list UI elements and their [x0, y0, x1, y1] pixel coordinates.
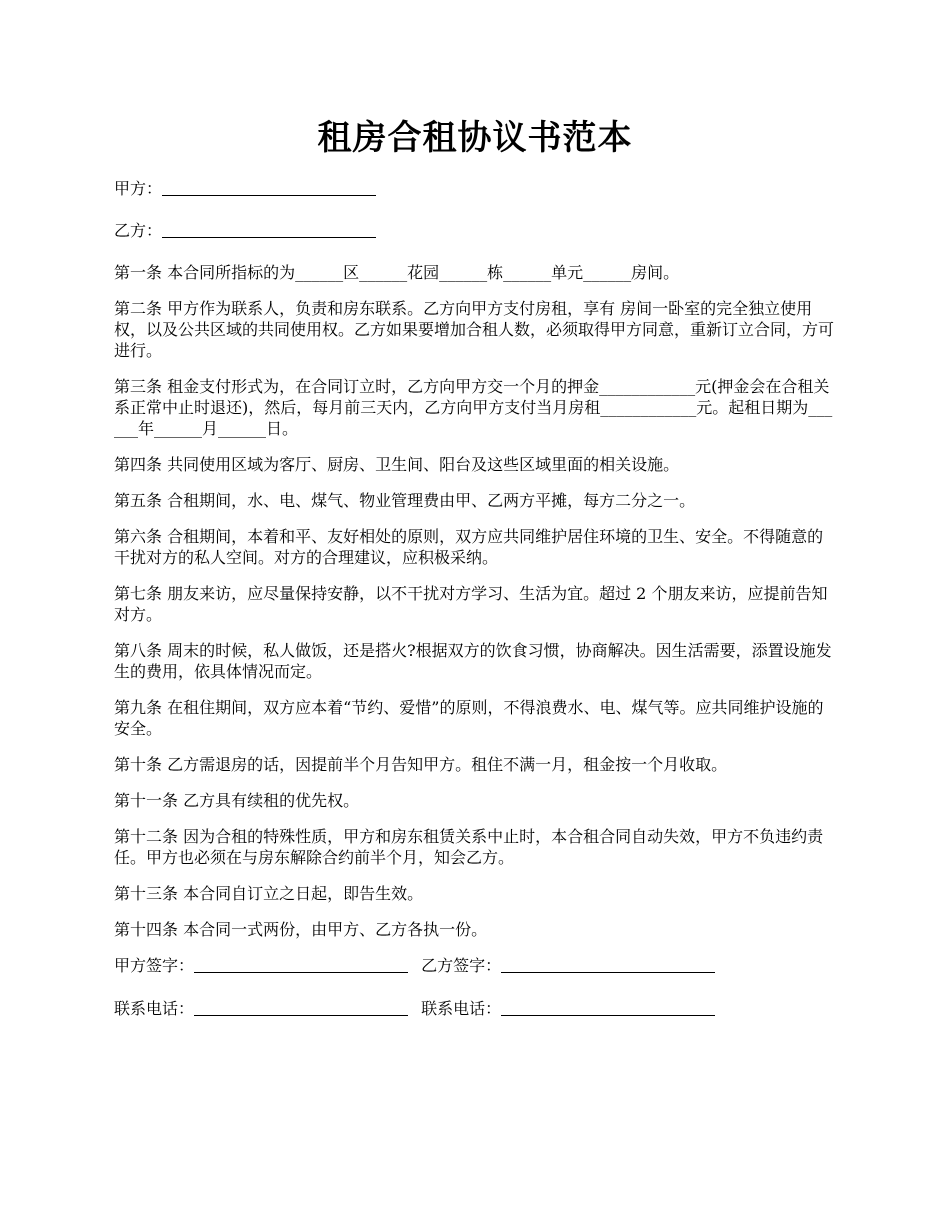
party-b-label: 乙方：: [114, 221, 163, 240]
signature-row: [114, 955, 838, 976]
article-10: 第十条 乙方需退房的话，因提前半个月告知甲方。租住不满一月，租金按一个月收取。: [114, 755, 728, 774]
article-7: 第七条 朋友来访，应尽量保持安静，以不干扰对方学习、生活为宜。超过 2 个朋友来访，应提前告知对方。: [114, 584, 828, 624]
party-b-signature: [421, 955, 715, 976]
party-b-line: [114, 220, 838, 241]
article-5: 第五条 合租期间，水、电、煤气、物业管理费由甲、乙两方平摊，每方二分之一。: [114, 491, 696, 510]
party-b-sign-blank: [501, 956, 715, 973]
party-a-label: 甲方：: [114, 179, 163, 198]
article-2: 第二条 甲方作为联系人，负责和房东联系。乙方向甲方支付房租，享有 房间一卧室的完全独立使用权，以及公共区域的共同使用权。乙方如果要增加合租人数，必须取得甲方同意，重新订立合同，方可进行。: [114, 299, 835, 360]
article-8: 第八条 周末的时候，私人做饭，还是搭火?根据双方的饮食习惯，协商解决。因生活需要，添置设施发生的费用，依具体情况而定。: [114, 641, 832, 681]
article-1: 第一条 本合同所指标的为______区______花园______栋______单元______房间。: [114, 263, 680, 282]
party-a-phone-label: 联系电话：: [114, 999, 195, 1018]
party-a-sign-label: 甲方签字：: [114, 956, 195, 975]
party-a-blank: [162, 179, 376, 196]
article-6: 第六条 合租期间，本着和平、友好相处的原则，双方应共同维护居住环境的卫生、安全。不得随意的干扰对方的私人空间。对方的合理建议，应积极采纳。: [114, 527, 824, 567]
party-b-phone-label: 联系电话：: [421, 999, 502, 1018]
article-9: 第九条 在租住期间，双方应本着“节约、爱惜”的原则，不得浪费水、电、煤气等。应共同维护设施的安全。: [114, 698, 824, 738]
party-a-phone-blank: [194, 999, 408, 1016]
party-a-phone: [114, 998, 408, 1019]
article-12: 第十二条 因为合租的特殊性质，甲方和房东租赁关系中止时，本合租合同自动失效，甲方不负违约责任。甲方也必须在与房东解除合约前半个月，知会乙方。: [114, 827, 824, 867]
party-b-blank: [162, 221, 376, 238]
article-14: 第十四条 本合同一式两份，由甲方、乙方各执一份。: [114, 920, 488, 939]
article-4: 第四条 共同使用区域为客厅、厨房、卫生间、阳台及这些区域里面的相关设施。: [114, 455, 680, 474]
article-11: 第十一条 乙方具有续租的优先权。: [114, 791, 360, 810]
party-b-phone: [421, 998, 715, 1019]
party-a-line: [114, 178, 838, 199]
document-body: [114, 178, 838, 1041]
phone-row: [114, 998, 838, 1019]
article-13: 第十三条 本合同自订立之日起，即告生效。: [114, 884, 424, 903]
party-a-sign-blank: [194, 956, 408, 973]
party-b-phone-blank: [501, 999, 715, 1016]
party-a-signature: [114, 955, 408, 976]
document-title: 租房合租协议书范本: [317, 118, 633, 158]
party-b-sign-label: 乙方签字：: [421, 956, 502, 975]
article-3: 第三条 租金支付形式为，在合同订立时，乙方向甲方交一个月的押金____________元(押金会在合租关系正常中止时退还)，然后，每月前三天内，乙方向甲方支付当月房租____________元。起租日期为______年______月______日。: [114, 377, 833, 438]
